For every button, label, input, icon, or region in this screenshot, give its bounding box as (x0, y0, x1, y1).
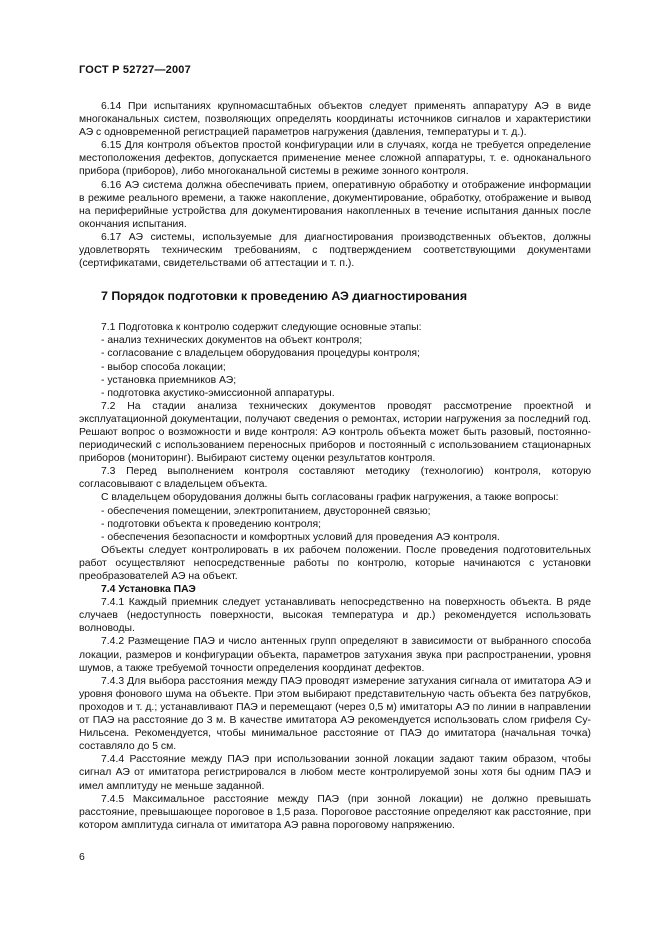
paragraph-7-4-2: 7.4.2 Размещение ПАЭ и число антенных групп определяют в зависимости от выбранного способа локации, размеров и конфигурации объекта, параметров затухания звука при распространении, уровня шумов, а также требуемой точности определения координат дефектов. (79, 636, 591, 674)
list-item: - подготовка акустико-эмиссионной аппаратуры. (101, 387, 335, 399)
paragraph-6-14: 6.14 При испытаниях крупномасштабных объектов следует применять аппаратуру АЭ в виде многоканальных систем, позволяющих определять координаты источников сигналов и характеристики АЭ с одновременной регистрацией параметров нагружения (давления, температуры и т. д.). (79, 101, 591, 139)
list-item: - выбор способа локации; (101, 361, 226, 373)
document-body (79, 100, 591, 832)
paragraph-6-15: 6.15 Для контроля объектов простой конфигурации или в случаях, когда не требуется определение местоположения дефектов, допускается применение менее сложной аппаратуры, т. е. одноканального прибора (приборов), либо многоканальной системы в режиме зонного контроля. (79, 140, 591, 178)
paragraph-6-16: 6.16 АЭ система должна обеспечивать прием, оперативную обработку и отображение информации в режиме реального времени, а также накопление, документирование, обработку, отображение и вывод на периферийные устройства для документирования накопленных в течение испытания данных после окончания испытания. (79, 179, 591, 230)
list-item: - подготовки объекта к проведению контроля; (101, 518, 321, 530)
section-7-title: 7 Порядок подготовки к проведению АЭ диагностирования (101, 289, 468, 304)
paragraph-7-3-agreement: С владельцем оборудования должны быть согласованы график нагружения, а также вопросы: (101, 492, 559, 504)
list-item: - обеспечения помещении, электропитанием, двусторонней связью; (101, 505, 431, 517)
list-item: - обеспечения безопасности и комфортных условий для проведения АЭ контроля. (101, 531, 500, 543)
paragraph-7-1: 7.1 Подготовка к контролю содержит следующие основные этапы: (101, 322, 422, 334)
paragraph-7-4-3: 7.4.3 Для выбора расстояния между ПАЭ проводят измерение затухания сигнала от имитатора АЭ и уровня фонового шума на объекте. При этом выбирают представительную часть объекта без патрубков, проходов и т. д.; устанавливают ПАЭ и перемещают (через 0,5 м) имитаторы АЭ по линии в направлении от ПАЭ на расстояние до 3 м. В качестве имитатора АЭ рекомендуется использовать слом грифеля Су-Нильсена. Рекомендуется, чтобы минимальное расстояние от ПАЭ до имитатора (начальная точка) составляло до 5 см. (79, 675, 591, 753)
paragraph-7-3-objects: Объекты следует контролировать в их рабочем положении. После проведения подготовительных работ осуществляют непосредственные работы по контролю, которые начинаются с установки преобразователей АЭ на объект. (79, 544, 591, 582)
list-item: - установка приемников АЭ; (101, 374, 237, 386)
paragraph-7-2: 7.2 На стадии анализа технических документов проводят рассмотрение проектной и эксплуатационной документации, получают сведения о ремонтах, истории нагружения за последний год. Решают вопрос о возможности и виде контроля: АЭ контроль объекта может быть разовый, постоянно-периодический с использованием переносных приборов и постоянный с использованием стационарных приборов (мониторинг). Выбирают систему оценки результатов контроля. (79, 400, 591, 465)
paragraph-7-4-1: 7.4.1 Каждый приемник следует устанавливать непосредственно на поверхность объекта. В ряде случаев (недоступность поверхности, высокая температура и др.) рекомендуется использовать волноводы. (79, 597, 591, 635)
paragraph-7-3: 7.3 Перед выполнением контроля составляют методику (технологию) контроля, которую согласовывают с владельцем объекта. (79, 466, 591, 491)
subsection-7-4-title: 7.4 Установка ПАЭ (101, 584, 196, 596)
document-header: ГОСТ Р 52727—2007 (79, 64, 191, 76)
paragraph-7-4-4: 7.4.4 Расстояние между ПАЭ при использовании зонной локации задают таким образом, чтобы сигнал АЭ от имитатора регистрировался в любом месте контролируемой зоны хотя бы одним ПАЭ и имел амплитуду не меньше заданной. (79, 754, 591, 792)
page-number: 6 (79, 852, 85, 863)
paragraph-6-17: 6.17 АЭ системы, используемые для диагностирования производственных объектов, должны удовлетворять техническим требованиям, с подтверждением соответствующими документами (сертификатами, свидетельствами об аттестации и т. п.). (79, 231, 591, 270)
paragraph-7-4-5: 7.4.5 Максимальное расстояние между ПАЭ (при зонной локации) не должно превышать расстояние, превышающее пороговое в 1,5 раза. Пороговое расстояние определяют как расстояние, при котором амплитуда сигнала от имитатора АЭ равна пороговому напряжению. (79, 793, 591, 831)
list-item: - анализ технических документов на объект контроля; (101, 335, 363, 347)
list-item: - согласование с владельцем оборудования процедуры контроля; (101, 348, 420, 360)
